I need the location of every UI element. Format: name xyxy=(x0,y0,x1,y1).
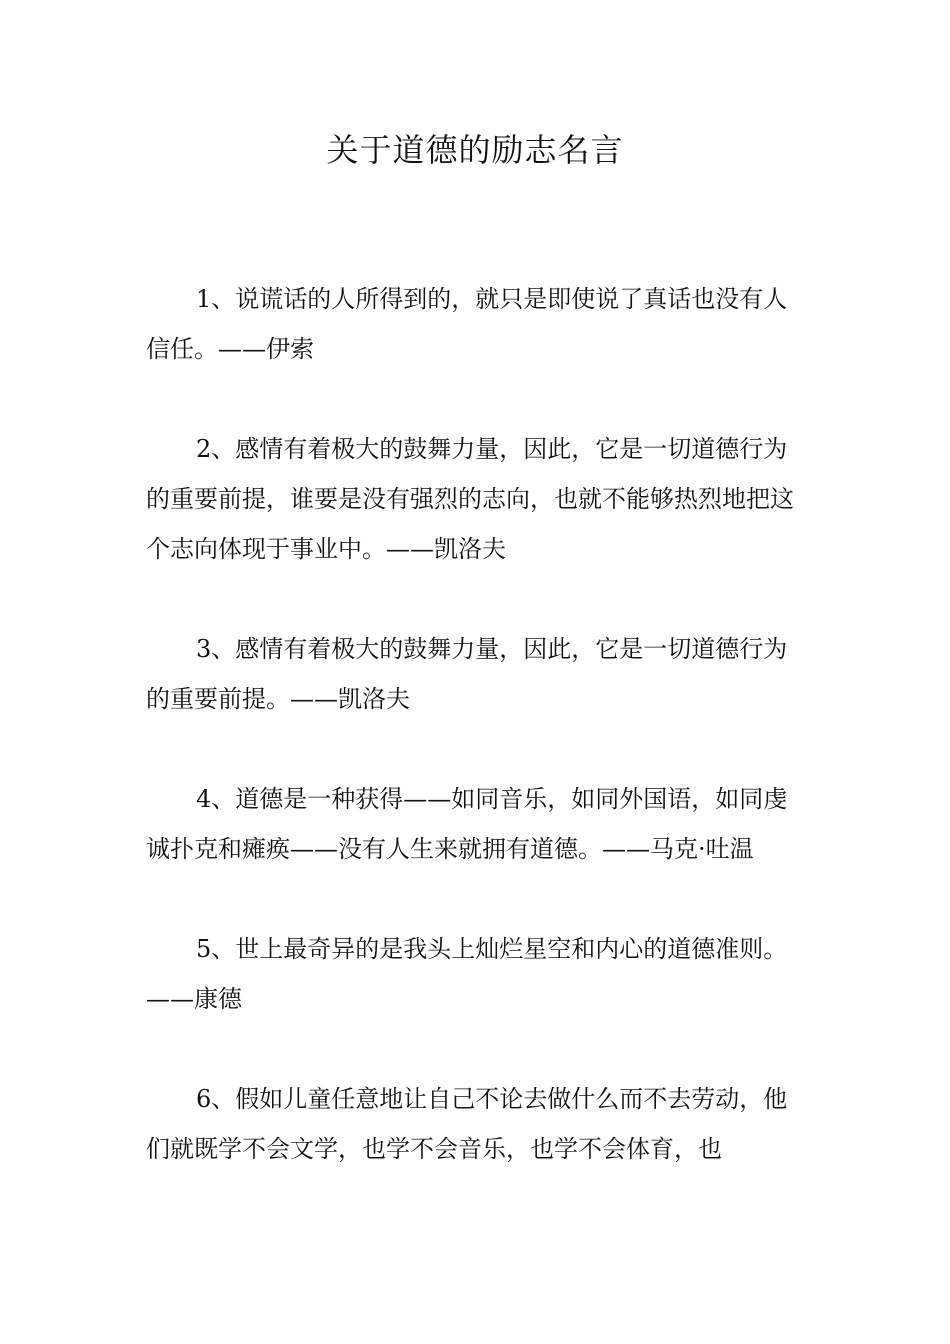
document-body xyxy=(146,274,806,1224)
quote-paragraph-1: 1、说谎话的人所得到的，就只是即使说了真话也没有人信任。——伊索 xyxy=(146,285,788,363)
quote-paragraph-6: 6、假如儿童任意地让自己不论去做什么而不去劳动，他们就既学不会文学，也学不会音乐，也学不会体育，也 xyxy=(146,1085,788,1163)
document-title: 关于道德的励志名言 xyxy=(326,131,624,169)
quote-paragraph-5: 5、世上最奇异的是我头上灿烂星空和内心的道德准则。——康德 xyxy=(146,935,788,1013)
quote-paragraph-4: 4、道德是一种获得——如同音乐，如同外国语，如同虔诚扑克和瘫痪——没有人生来就拥有道德。——马克·吐温 xyxy=(146,785,788,863)
quote-paragraph-2: 2、感情有着极大的鼓舞力量，因此，它是一切道德行为的重要前提，谁要是没有强烈的志向，也就不能够热烈地把这个志向体现于事业中。——凯洛夫 xyxy=(146,435,794,563)
quote-paragraph-3: 3、感情有着极大的鼓舞力量，因此，它是一切道德行为的重要前提。——凯洛夫 xyxy=(146,635,788,713)
